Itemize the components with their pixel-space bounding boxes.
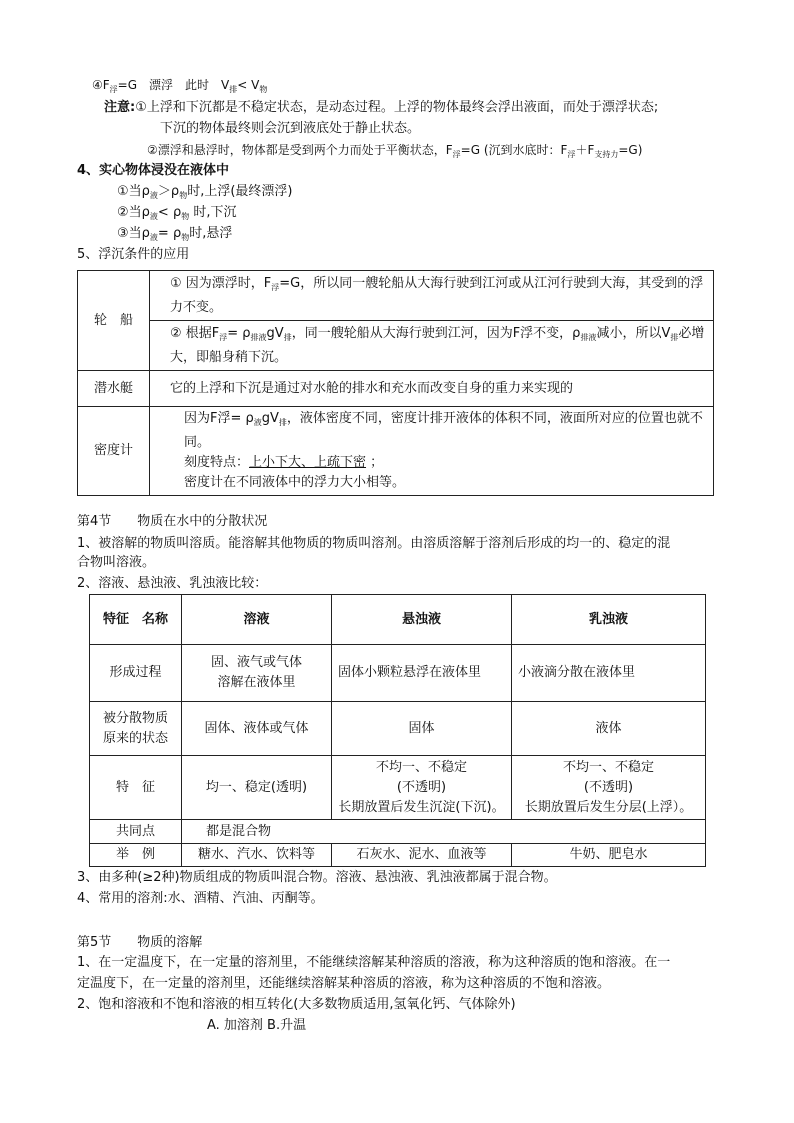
table-row bbox=[90, 756, 706, 820]
table-cell: 石灰水、泥水、血液等 bbox=[332, 844, 512, 867]
table-cell: 液体 bbox=[512, 702, 706, 756]
sec4-p1b: 合物叫溶液。 bbox=[77, 555, 156, 570]
table-cell: 小液滴分散在液体里 bbox=[512, 645, 706, 702]
table-row bbox=[90, 702, 706, 756]
sec5-p2: 2、饱和溶液和不饱和溶液的相互转化(大多数物质适用,氢氧化钙、气体除外) bbox=[77, 997, 516, 1012]
table-cell: 固、液气或气体 溶解在液体里 bbox=[182, 645, 332, 702]
table-cell: 固体小颗粒悬浮在液体里 bbox=[332, 645, 512, 702]
row-label: 形成过程 bbox=[90, 645, 182, 702]
note-line-1: 注意:①上浮和下沉都是不稳定状态，是动态过程。上浮的物体最终会浮出液面，而处于漂浮状态; bbox=[104, 100, 659, 115]
buoyancy-applications-table bbox=[77, 270, 714, 496]
section-4-heading: 4、实心物体浸没在液体中 bbox=[77, 163, 230, 178]
submarine-label: 潜水艇 bbox=[78, 371, 150, 407]
table-header-solution: 溶液 bbox=[182, 595, 332, 645]
table-cell: 均一、稳定(透明) bbox=[182, 756, 332, 820]
sec5-p1b: 定温度下，在一定量的溶剂里，还能继续溶解某种溶质的溶液，称为这种溶质的不饱和溶液。 bbox=[77, 976, 611, 991]
sec5-p1a: 1、在一定温度下，在一定量的溶剂里，不能继续溶解某种溶质的溶液，称为这种溶质的饱和溶液。在一 bbox=[77, 955, 671, 970]
row-label: 共同点 bbox=[90, 820, 182, 844]
sec4-p2: 2、溶液、悬浊液、乳浊液比较： bbox=[77, 576, 268, 591]
table-row bbox=[90, 820, 706, 844]
sec4-p1a: 1、被溶解的物质叫溶质。能溶解其他物质的物质叫溶剂。由溶质溶解于溶剂后形成的均一的、稳定的混 bbox=[77, 536, 671, 551]
table-header-feature: 特征 名称 bbox=[90, 595, 182, 645]
table-cell: 糖水、汽水、饮料等 bbox=[182, 844, 332, 867]
table-cell: 不均一、不稳定 (不透明) 长期放置后发生分层(上浮）。 bbox=[512, 756, 706, 820]
table-row bbox=[90, 645, 706, 702]
table-cell: 牛奶、肥皂水 bbox=[512, 844, 706, 867]
sec5-p3: A. 加溶剂 B.升温 bbox=[207, 1018, 307, 1033]
condition-4-floating: $④F_浮=G$ 漂浮 此时 $V_排< V_物$ bbox=[92, 78, 268, 94]
table-cell: 都是混合物 bbox=[182, 820, 706, 844]
row-label: 特 征 bbox=[90, 756, 182, 820]
section-5-heading: 5、浮沉条件的应用 bbox=[77, 247, 190, 262]
section-5-title: 第5节 物质的溶解 bbox=[77, 935, 203, 950]
density-condition-2: ②当$\rho_液< \rho_物$ 时,下沉 bbox=[117, 205, 237, 221]
section-4-title: 第4节 物质在水中的分散状况 bbox=[77, 514, 268, 529]
ship-row-1: ① 因为漂浮时，$F_浮=G$，所以同一艘轮船从大海行驶到江河或从江河行驶到大海，其受到的浮力不变。 bbox=[150, 271, 714, 321]
table-cell: 固体、液体或气体 bbox=[182, 702, 332, 756]
note-line-2: 下沉的物体最终则会沉到液底处于静止状态。 bbox=[160, 121, 421, 136]
row-label: 被分散物质 原来的状态 bbox=[90, 702, 182, 756]
table-cell: 固体 bbox=[332, 702, 512, 756]
ship-row-2: ② 根据$F_浮= \rho_{排液}gV_排$，同一艘轮船从大海行驶到江河，因为F浮不变，$\rho_{排液}$减小，所以$V_排$必增大，即船身稍下沉。 bbox=[150, 321, 714, 371]
table-cell: 不均一、不稳定 (不透明) 长期放置后发生沉淀(下沉)。 bbox=[332, 756, 512, 820]
density-condition-1: ①当$\rho_液>\rho_物$时,上浮(最终漂浮) bbox=[117, 184, 293, 200]
table-row bbox=[90, 844, 706, 867]
table-header-suspension: 悬浊液 bbox=[332, 595, 512, 645]
mixture-definition: 3、由多种(≥2种)物质组成的物质叫混合物。溶液、悬浊液、乳浊液都属于混合物。 bbox=[77, 870, 557, 885]
solution-comparison-table bbox=[89, 594, 706, 867]
submarine-text: 它的上浮和下沉是通过对水舱的排水和充水而改变自身的重力来实现的 bbox=[150, 371, 714, 407]
note-line-3: ②漂浮和悬浮时，物体都是受到两个力而处于平衡状态，$F_浮=G$ (沉到水底时：$F_浮+F_{支持力}=G$) bbox=[147, 143, 643, 159]
hydrometer-text: 因为F浮= $\rho_液gV_排$，液体密度不同，密度计排开液体的体积不同，液面所对应的位置也就不同。 刻度特点：上小下大、上疏下密 ； 密度计在不同液体中的浮力大小相等。 bbox=[150, 407, 714, 496]
table-header-emulsion: 乳浊液 bbox=[512, 595, 706, 645]
ship-label: 轮 船 bbox=[78, 271, 150, 371]
row-label: 举 例 bbox=[90, 844, 182, 867]
density-condition-3: ③当$\rho_液= \rho_物$时,悬浮 bbox=[117, 226, 233, 242]
hydrometer-label: 密度计 bbox=[78, 407, 150, 496]
common-solvents: 4、常用的溶剂:水、酒精、汽油、丙酮等。 bbox=[77, 891, 324, 906]
